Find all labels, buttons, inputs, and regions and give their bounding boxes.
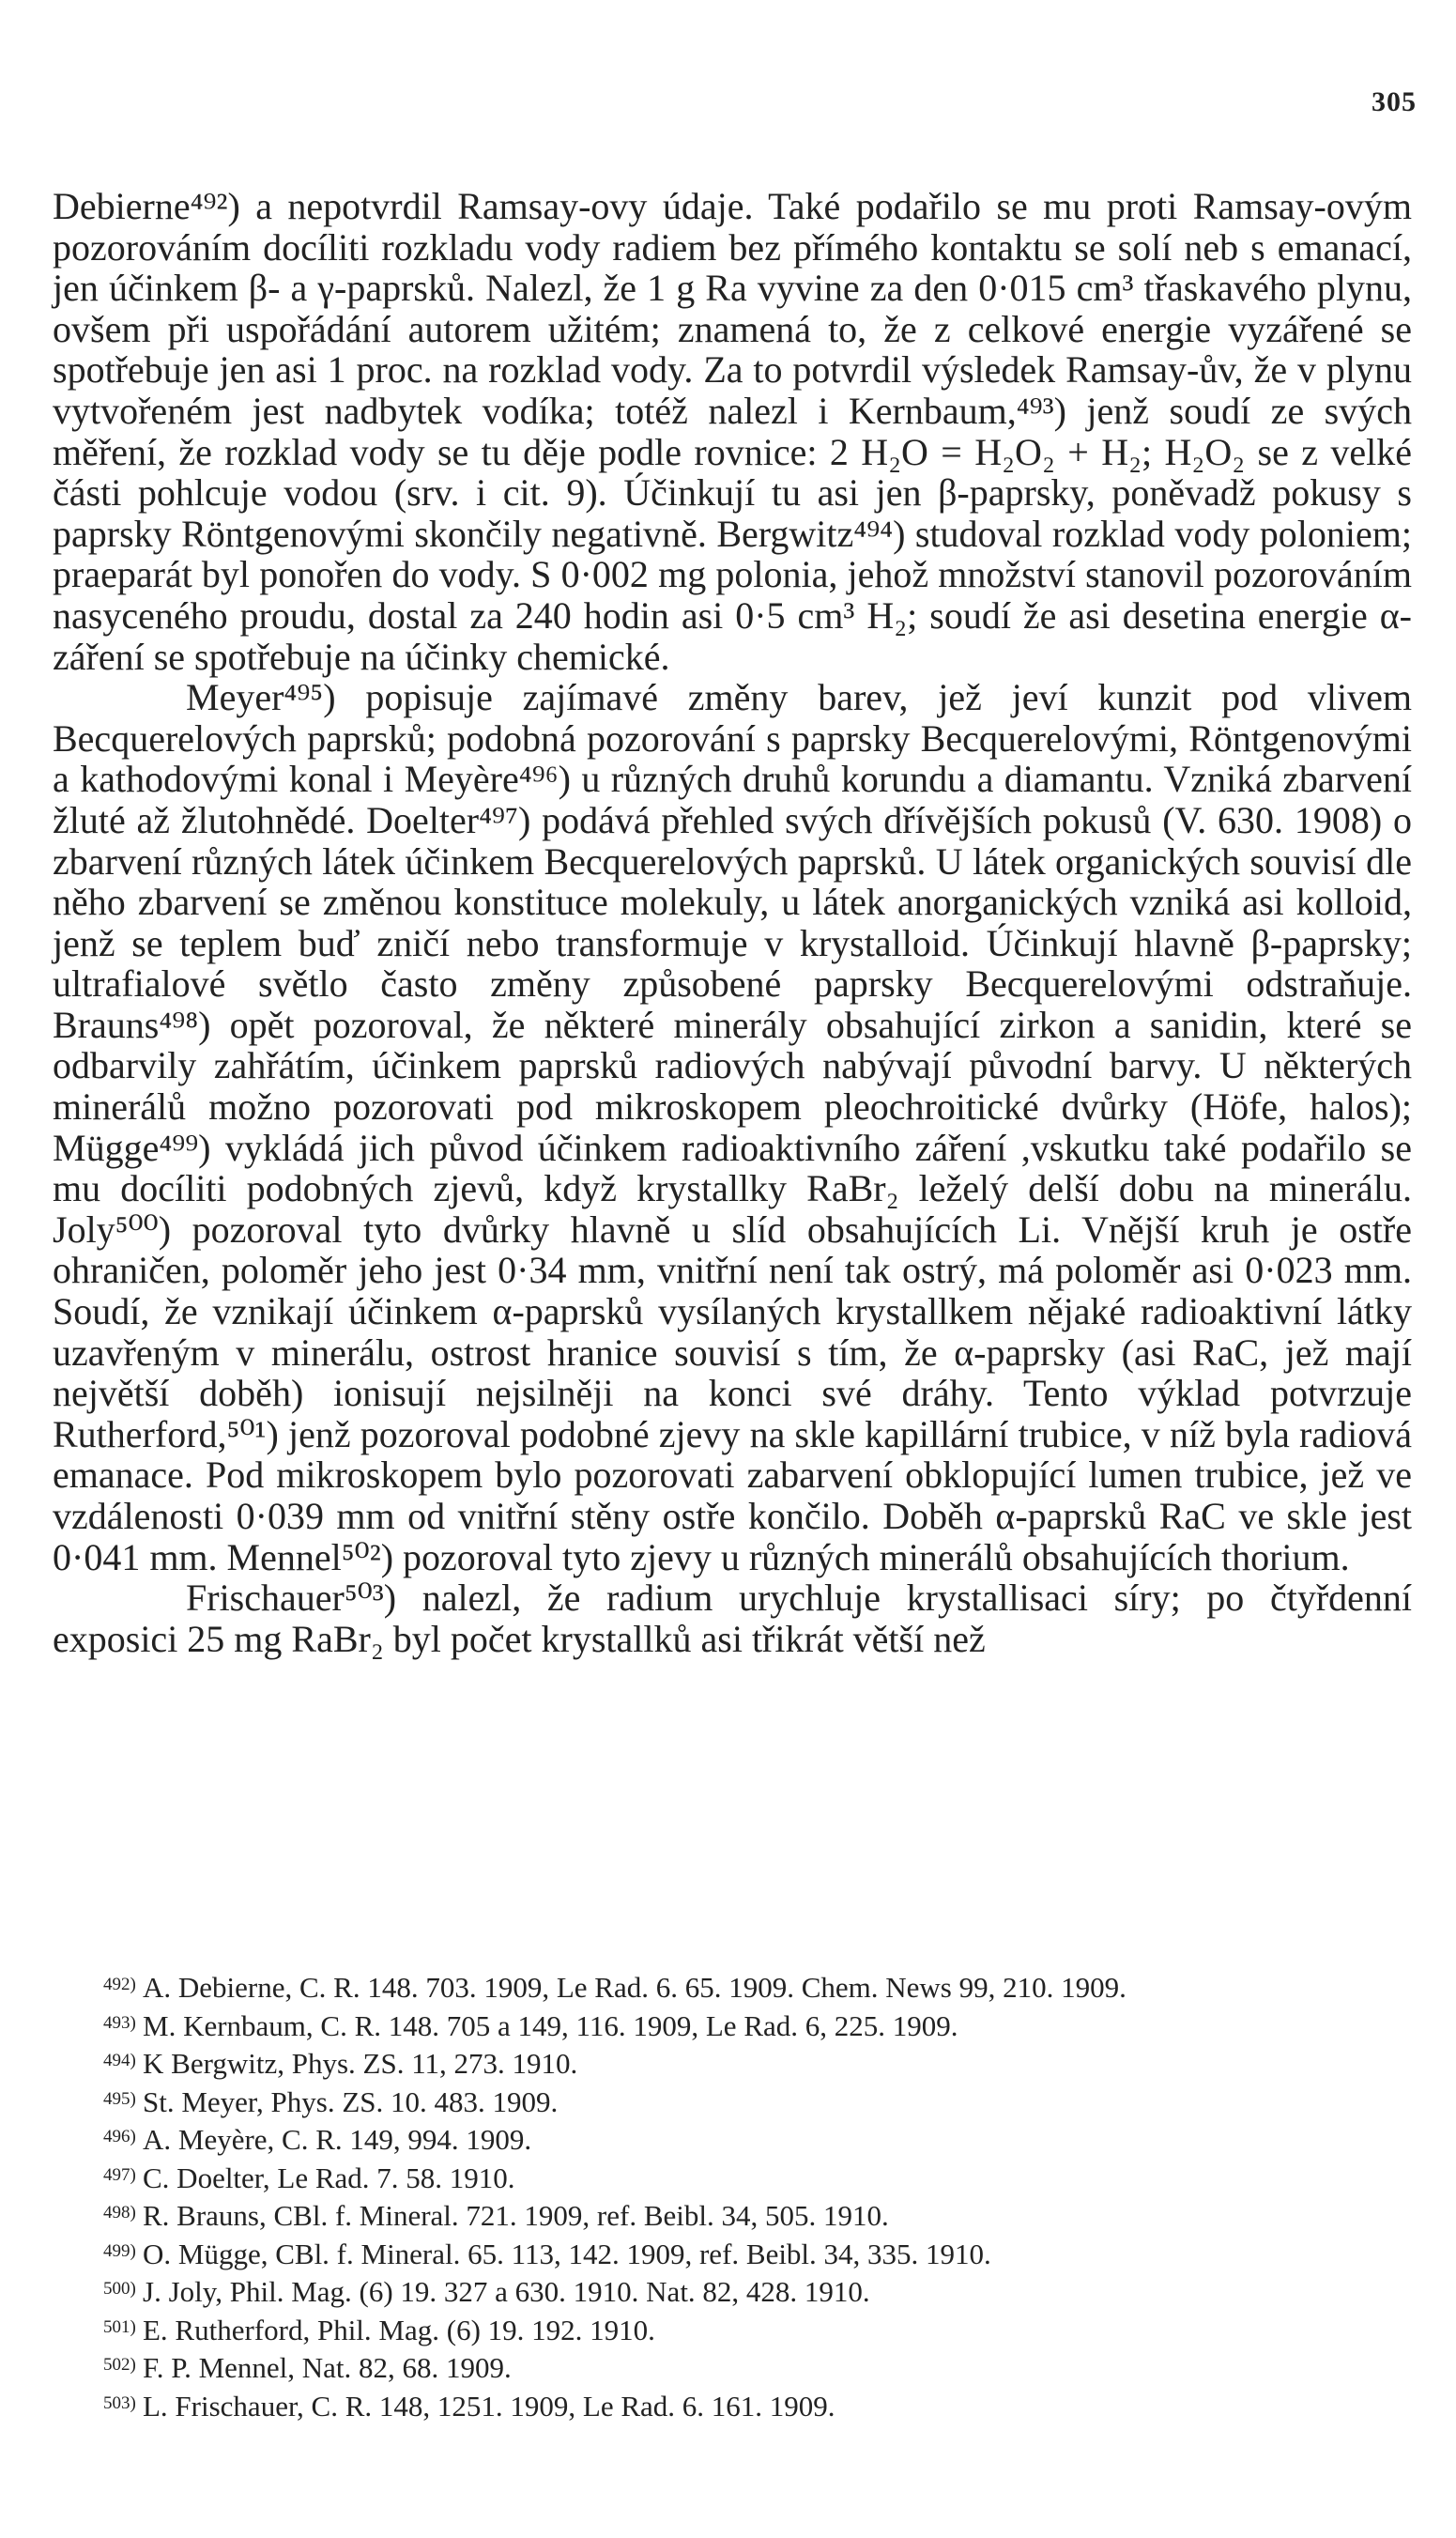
footnote-text: E. Rutherford, Phil. Mag. (6) 19. 192. 1910. xyxy=(143,2313,655,2346)
footnote-text: R. Brauns, CBl. f. Mineral. 721. 1909, ref. Beibl. 34, 505. 1910. xyxy=(143,2199,889,2232)
footnote-number: 492) xyxy=(103,1975,136,1994)
footnote-text: A. Debierne, C. R. 148. 703. 1909, Le Rad. 6. 65. 1909. Chem. News 99, 210. 1909. xyxy=(143,1971,1126,2004)
footnote-number: 500) xyxy=(103,2279,136,2299)
paragraph-1: Debierne⁴⁹²) a nepotvrdil Ramsay-ovy údaje. Také podařilo se mu proti Ramsay-ovým pozorováním docíliti rozkladu vody radiem bez přímého kontaktu se solí neb s emanací, jen účinkem β- a γ-paprsků. Nalezl, že 1 g Ra vyvine za den 0·015 cm³ třaskavého plynu, ovšem při uspořádání autorem užitém; znamená to, že z celkové energie vyzářené se spotřebuje jen asi 1 proc. na rozklad vody. Za to potvrdil výsledek Ramsay-ův, že v plynu vytvořeném jest nadbytek vodíka; totéž nalezl i Kernbaum,⁴⁹³) jenž soudí ze svých měření, že rozklad vody se tu děje podle rovnice: 2 H₂O = H₂O₂ + H₂; H₂O₂ se z velké části pohlcuje vodou (srv. i cit. 9). Účinkují tu asi jen β-paprsky, poněvadž pokusy s paprsky Röntgenovými skončily negativně. Bergwitz⁴⁹⁴) studoval rozklad vody poloniem; praeparát byl ponořen do vody. S 0·002 mg polonia, jehož množství stanovil pozorováním nasyceného proudu, dostal za 240 hodin asi 0·5 cm³ H₂; soudí že asi desetina energie α-záření se spotřebuje na účinky chemické. xyxy=(53,185,1412,678)
footnote xyxy=(53,2310,1412,2348)
footnote xyxy=(53,2386,1412,2424)
footnote-number: 494) xyxy=(103,2051,136,2070)
footnote-number: 501) xyxy=(103,2316,136,2337)
footnote-number: 498) xyxy=(103,2203,136,2223)
footnote-number: 493) xyxy=(103,2012,136,2033)
footnote xyxy=(53,2119,1412,2158)
footnote xyxy=(53,2006,1412,2044)
page-number: 305 xyxy=(1372,86,1417,117)
footnote-number: 497) xyxy=(103,2164,136,2185)
footnote xyxy=(53,2271,1412,2310)
footnote xyxy=(53,1967,1412,2006)
footnote-text: J. Joly, Phil. Mag. (6) 19. 327 a 630. 1910. Nat. 82, 428. 1910. xyxy=(143,2275,870,2308)
footnote xyxy=(53,2234,1412,2272)
footnote-text: O. Mügge, CBl. f. Mineral. 65. 113, 142. 1909, ref. Beibl. 34, 335. 1910. xyxy=(143,2237,991,2270)
footnotes xyxy=(53,1967,1412,2423)
footnote-number: 503) xyxy=(103,2392,136,2413)
footnote-text: St. Meyer, Phys. ZS. 10. 483. 1909. xyxy=(143,2084,559,2118)
footnote-text: F. P. Mennel, Nat. 82, 68. 1909. xyxy=(143,2351,512,2384)
footnote-number: 502) xyxy=(103,2355,136,2375)
footnote-number: 495) xyxy=(103,2088,136,2109)
body-text xyxy=(53,186,1412,1659)
footnote xyxy=(53,2347,1412,2386)
footnote-number: 496) xyxy=(103,2127,136,2146)
footnote xyxy=(53,2043,1412,2082)
footnote xyxy=(53,2195,1412,2234)
footnote-text: C. Doelter, Le Rad. 7. 58. 1910. xyxy=(143,2161,515,2194)
footnote xyxy=(53,2158,1412,2196)
footnote-text: A. Meyère, C. R. 149, 994. 1909. xyxy=(143,2123,532,2156)
footnote-text: L. Frischauer, C. R. 148, 1251. 1909, Le Rad. 6. 161. 1909. xyxy=(143,2389,835,2423)
footnote-text: K Bergwitz, Phys. ZS. 11, 273. 1910. xyxy=(143,2047,578,2080)
footnote-number: 499) xyxy=(103,2240,136,2261)
paragraph-2: Meyer⁴⁹⁵) popisuje zajímavé změny barev, jež jeví kunzit pod vlivem Becquerelových paprsků; podobná pozorování s paprsky Becquerelovými, Röntgenovými a kathodovými konal i Meyère⁴⁹⁶) u různých druhů korundu a diamantu. Vzniká zbarvení žluté až žlutohnědé. Doelter⁴⁹⁷) podává přehled svých dřívějších pokusů (V. 630. 1908) o zbarvení různých látek účinkem Becquerelových paprsků. U látek organických souvisí dle něho zbarvení se změnou konstituce molekuly, u látek anorganických vzniká asi kolloid, jenž se teplem buď zničí nebo transformuje v krystalloid. Účinkují hlavně β-paprsky; ultrafialové světlo často změny způsobené paprsky Becquerelovými odstraňuje. Brauns⁴⁹⁸) opět pozoroval, že některé minerály obsahující zirkon a sanidin, které se odbarvily zahřátím, účinkem paprsků radiových nabývají původní barvy. U některých minerálů možno pozorovati pod mikroskopem pleochroitické dvůrky (Höfe, halos); Mügge⁴⁹⁹) vykládá jich původ účinkem radioaktivního záření ,vskutku také podařilo se mu docíliti podobných zjevů, když krystallky RaBr₂ leželý delší dobu na minerálu. Joly⁵⁰⁰) pozoroval tyto dvůrky hlavně u slíd obsahujících Li. Vnější kruh je ostře ohraničen, poloměr jeho jest 0·34 mm, vnitřní není tak ostrý, má poloměr asi 0·023 mm. Soudí, že vznikají účinkem α-paprsků vysílaných krystallkem nějaké radioaktivní látky uzavřeným v minerálu, ostrost hranice souvisí s tím, že α-paprsky (asi RaC, jež mají největší doběh) ionisují nejsilněji na konci své dráhy. Tento výklad potvrzuje Rutherford,⁵⁰¹) jenž pozoroval podobné zjevy na skle kapillární trubice, v níž byla radiová emanace. Pod mikroskopem bylo pozorovati zabarvení obklopující lumen trubice, jež ve vzdálenosti 0·039 mm od vnitřní stěny ostře končilo. Doběh α-paprsků RaC ve skle jest 0·041 mm. Mennel⁵⁰²) pozoroval tyto zjevy u různých minerálů obsahujících thorium. xyxy=(53,676,1412,1578)
footnote xyxy=(53,2082,1412,2120)
paragraph-3: Frischauer⁵⁰³) nalezl, že radium urychluje krystallisaci síry; po čtyřdenní exposici 25 mg RaBr₂ byl počet krystallků asi třikrát větší než xyxy=(53,1577,1412,1660)
footnote-text: M. Kernbaum, C. R. 148. 705 a 149, 116. 1909, Le Rad. 6, 225. 1909. xyxy=(143,2008,958,2042)
